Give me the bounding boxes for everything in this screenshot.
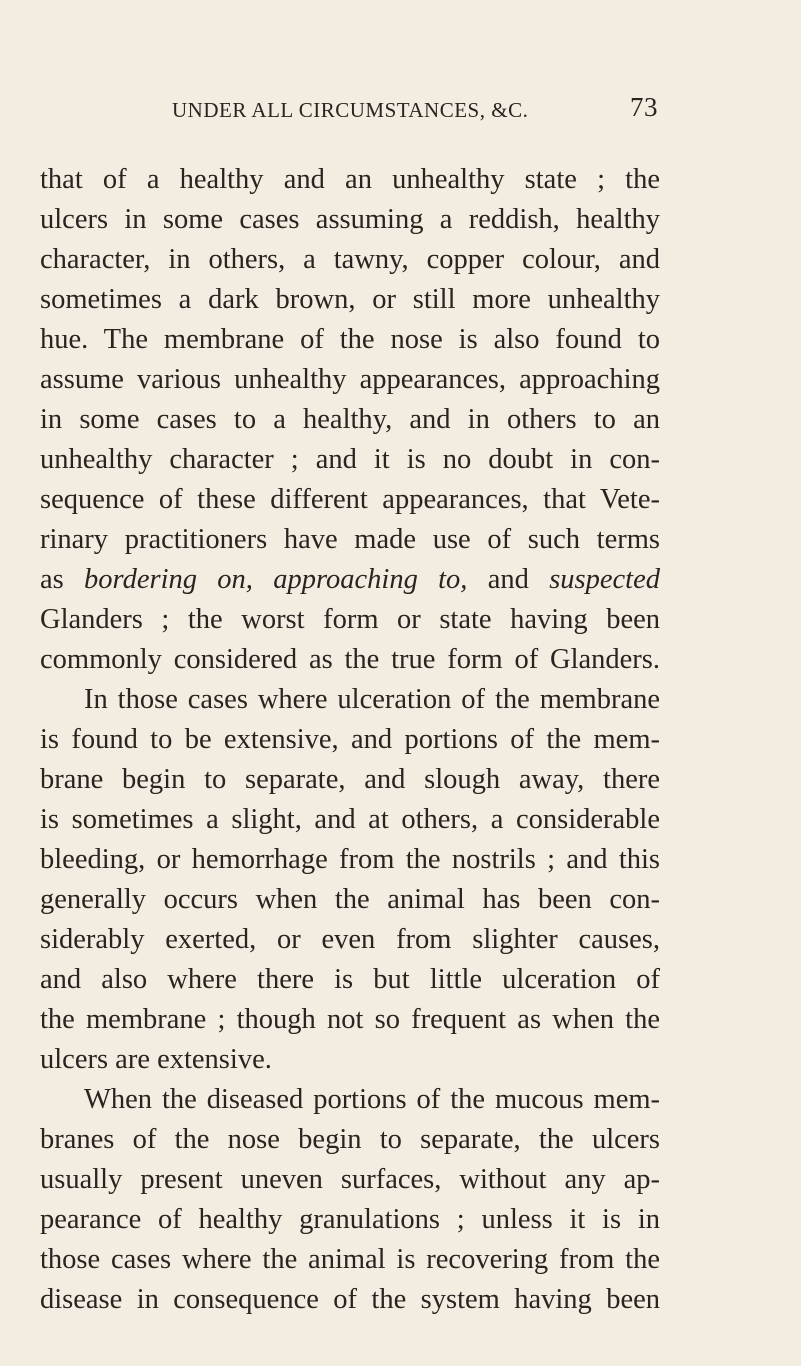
text-line: hue. The membrane of the nose is also found to (40, 324, 660, 355)
text-segment: and (467, 564, 550, 595)
text-line (40, 560, 660, 600)
italic-term: bordering on, approaching to, (84, 564, 468, 595)
text-line: Glanders ; the worst form or state having been (40, 604, 660, 635)
text-line: and also where there is but little ulceration of (40, 964, 660, 995)
text-line: pearance of healthy granulations ; unless it is in (40, 1204, 660, 1235)
text-line: When the diseased portions of the mucous mem- (84, 1084, 660, 1115)
text-line: ulcers are extensive. (40, 1044, 272, 1075)
text-line: those cases where the animal is recovering from the (40, 1244, 660, 1275)
text-line: bleeding, or hemorrhage from the nostrils ; and this (40, 844, 660, 875)
text-line: usually present uneven surfaces, without any ap- (40, 1164, 660, 1195)
text-line: in some cases to a healthy, and in others to an (40, 404, 660, 435)
text-line: unhealthy character ; and it is no doubt in con- (40, 444, 660, 475)
text-line: that of a healthy and an unhealthy state ; the (40, 164, 660, 195)
text-line: branes of the nose begin to separate, the ulcers (40, 1124, 660, 1155)
text-line: character, in others, a tawny, copper colour, and (40, 244, 660, 275)
text-line: siderably exerted, or even from slighter causes, (40, 924, 660, 955)
page-number: 73 (630, 92, 658, 122)
page-header (172, 92, 692, 132)
text-line: generally occurs when the animal has been con- (40, 884, 660, 915)
text-line: is sometimes a slight, and at others, a considerable (40, 804, 660, 835)
text-line: sometimes a dark brown, or still more unhealthy (40, 284, 660, 315)
text-line: In those cases where ulceration of the membrane (84, 684, 660, 715)
text-line: assume various unhealthy appearances, approaching (40, 364, 660, 395)
text-line: sequence of these different appearances, that Vete- (40, 484, 660, 515)
text-segment: as (40, 564, 85, 595)
text-line: is found to be extensive, and portions of the mem- (40, 724, 660, 755)
italic-term: suspected (549, 564, 660, 595)
text-line: commonly considered as the true form of Glanders. (40, 644, 660, 675)
text-line: the membrane ; though not so frequent as when the (40, 1004, 660, 1035)
text-line: disease in consequence of the system having been (40, 1284, 660, 1315)
body-text (40, 160, 660, 1320)
text-line: rinary practitioners have made use of such terms (40, 524, 660, 555)
text-line: ulcers in some cases assuming a reddish, healthy (40, 204, 660, 235)
running-head: UNDER ALL CIRCUMSTANCES, &C. (172, 98, 529, 122)
text-line: brane begin to separate, and slough away, there (40, 764, 660, 795)
